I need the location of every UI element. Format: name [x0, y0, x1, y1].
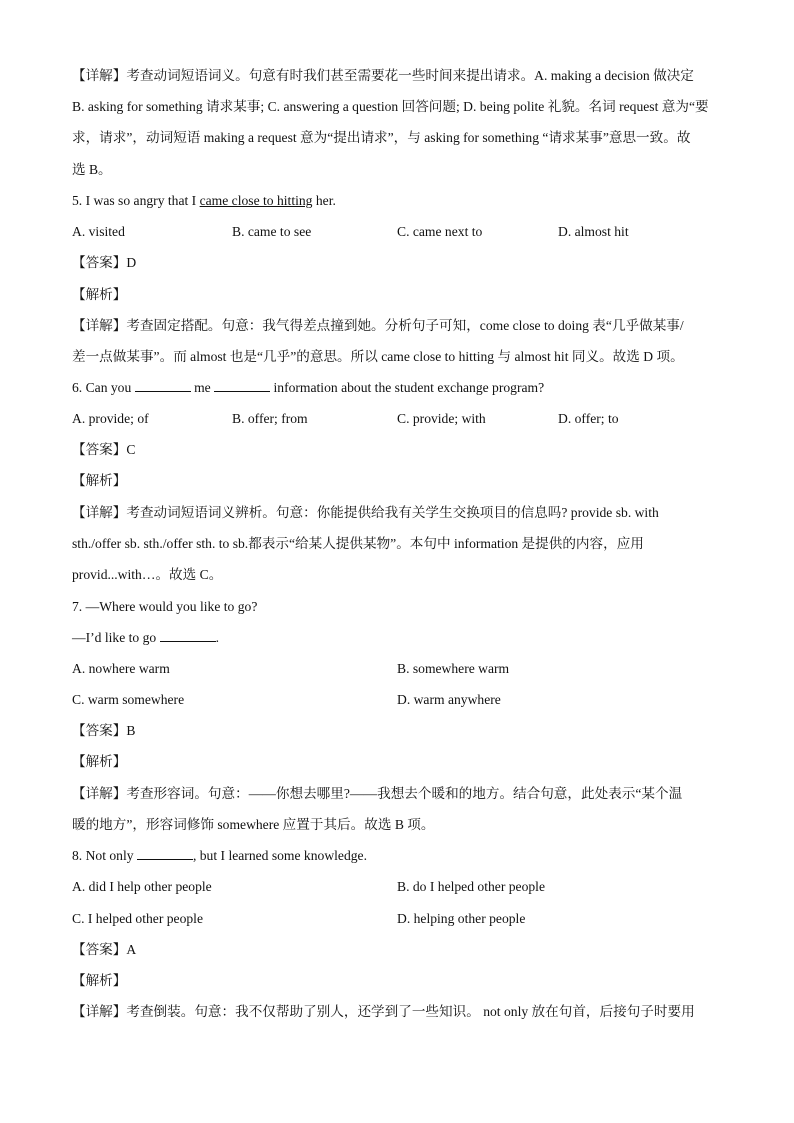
- question-5-suffix: her.: [312, 193, 336, 208]
- question-8-stem: [72, 846, 722, 866]
- question-6-analysis-label: 【解析】: [72, 473, 127, 488]
- question-5-detail-line-1: 【详解】考查固定搭配。句意：我气得差点撞到她。分析句子可知，come close to doing 表“几乎做某事/: [72, 318, 684, 333]
- question-7-option-c: C. warm somewhere: [72, 692, 185, 707]
- question-5-stem: [72, 191, 722, 211]
- question-6-part-1: 6. Can you: [72, 380, 135, 395]
- question-8-blank: [137, 847, 193, 860]
- question-6-blank-1: [135, 379, 191, 392]
- question-6-option-c: C. provide; with: [397, 411, 486, 426]
- question-8-suffix: , but I learned some knowledge.: [192, 848, 367, 863]
- question-7-detail-line-1: 【详解】考查形容词。句意：——你想去哪里?——我想去个暖和的地方。结合句意，此处表示“某个温: [72, 786, 683, 801]
- question-7-option-b: B. somewhere warm: [397, 661, 510, 676]
- question-6-option-d: D. offer; to: [558, 411, 619, 426]
- question-8-analysis-label: 【解析】: [72, 973, 127, 988]
- question-5-option-d: D. almost hit: [558, 224, 629, 239]
- question-8-option-c: C. I helped other people: [72, 911, 203, 926]
- question-7-blank: [160, 629, 216, 642]
- question-6-option-a: A. provide; of: [72, 411, 149, 426]
- question-7-line-2-prefix: —I’d like to go: [72, 630, 160, 645]
- explain-q4-line-2: B. asking for something 请求某事; C. answering a question 回答问题; D. being polite 礼貌。名词 request 意为“要: [72, 99, 709, 114]
- question-7-option-a: A. nowhere warm: [72, 661, 170, 676]
- question-8-option-a: A. did I help other people: [72, 879, 212, 894]
- question-5-underlined-phrase: came close to hitting: [199, 193, 313, 208]
- question-6-answer: 【答案】C: [72, 442, 136, 457]
- question-7-option-d: D. warm anywhere: [397, 692, 501, 707]
- question-6-part-2: me: [190, 380, 215, 395]
- question-8-prefix: 8. Not only: [72, 848, 137, 863]
- question-5-detail-line-2: 差一点做某事”。而 almost 也是“几乎”的意思。所以 came close to hitting 与 almost hit 同义。故选 D 项。: [72, 349, 684, 364]
- question-5-prefix: 5. I was so angry that I: [72, 193, 200, 208]
- explain-q4-line-4: 选 B。: [72, 162, 112, 177]
- question-7-answer: 【答案】B: [72, 723, 136, 738]
- question-7-analysis-label: 【解析】: [72, 754, 127, 769]
- question-5-option-b: B. came to see: [232, 224, 312, 239]
- question-7-line-2-suffix: .: [215, 630, 219, 645]
- question-6-detail-line-2: sth./offer sb. sth./offer sth. to sb.都表示“给某人提供某物”。本句中 information 是提供的内容，应用: [72, 536, 644, 551]
- question-6-blank-2: [214, 379, 270, 392]
- question-6-option-b: B. offer; from: [232, 411, 308, 426]
- question-8-answer: 【答案】A: [72, 942, 137, 957]
- question-7-detail-line-2: 暖的地方”，形容词修饰 somewhere 应置于其后。故选 B 项。: [72, 817, 435, 832]
- question-6-part-3: information about the student exchange program?: [270, 380, 545, 395]
- explain-q4-line-1: 【详解】考查动词短语词义。句意有时我们甚至需要花一些时间来提出请求。A. making a decision 做决定: [72, 68, 694, 83]
- question-5-option-c: C. came next to: [397, 224, 483, 239]
- question-8-option-d: D. helping other people: [397, 911, 526, 926]
- question-6-detail-line-3: provid...with…。故选 C。: [72, 567, 223, 582]
- explain-q4-line-3: 求，请求”，动词短语 making a request 意为“提出请求”，与 asking for something “请求某事”意思一致。故: [72, 130, 691, 145]
- question-8-detail-line-1: 【详解】考查倒装。句意：我不仅帮助了别人，还学到了一些知识。 not only 放在句首，后接句子时要用: [72, 1004, 695, 1019]
- question-7-stem-line-1: 7. —Where would you like to go?: [72, 599, 258, 614]
- question-5-answer: 【答案】D: [72, 255, 137, 270]
- question-5-option-a: A. visited: [72, 224, 125, 239]
- question-5-analysis-label: 【解析】: [72, 287, 127, 302]
- question-8-option-b: B. do I helped other people: [397, 879, 545, 894]
- question-6-stem: [72, 378, 722, 398]
- question-7-stem-line-2: [72, 628, 722, 648]
- question-6-detail-line-1: 【详解】考查动词短语词义辨析。句意：你能提供给我有关学生交换项目的信息吗? provide sb. with: [72, 505, 659, 520]
